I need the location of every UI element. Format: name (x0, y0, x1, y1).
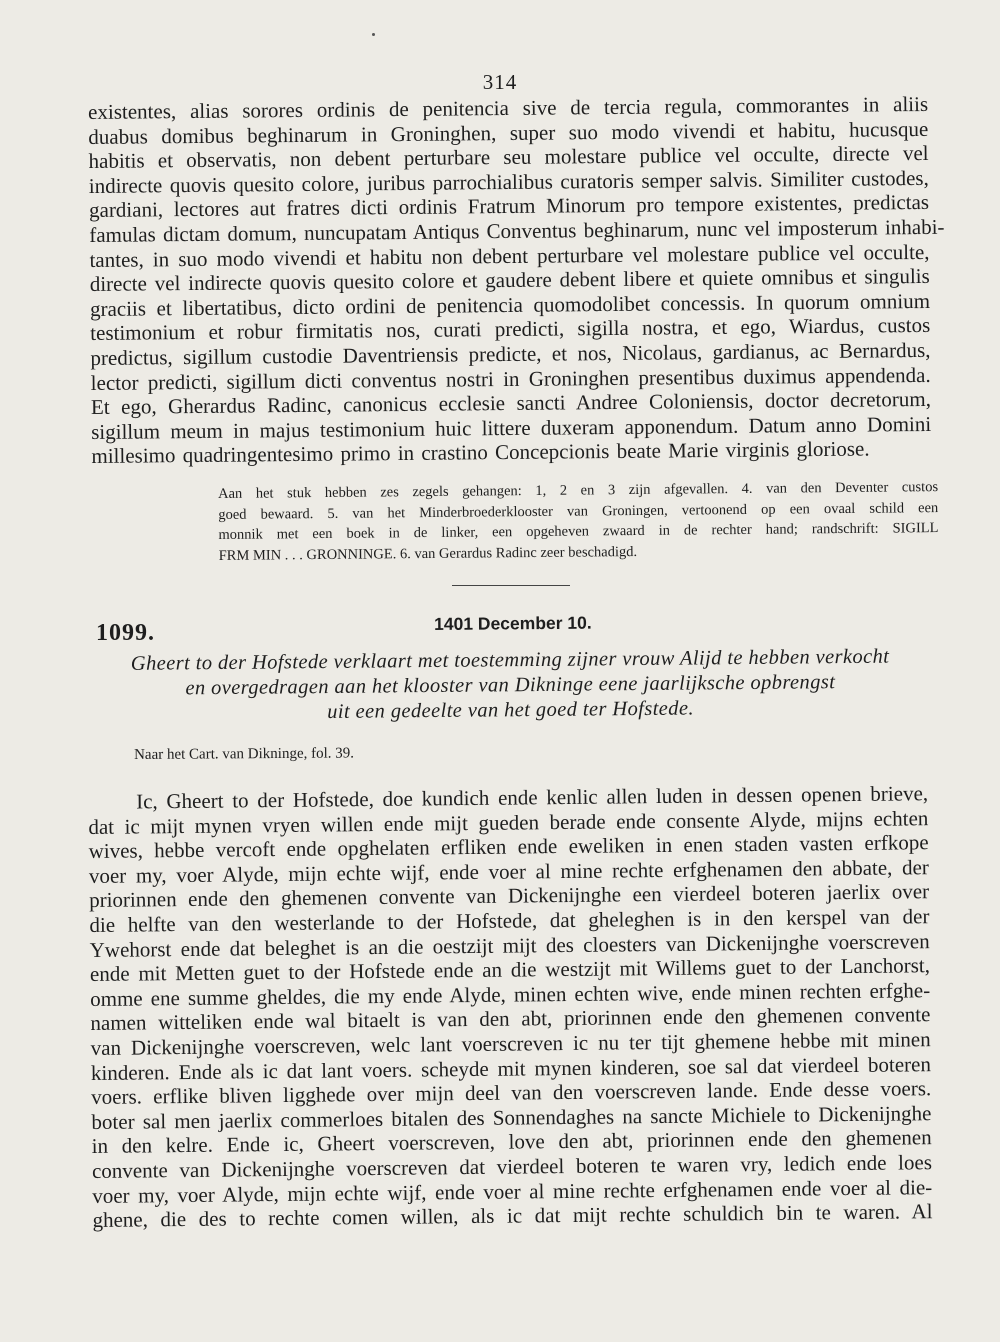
charter-number: 1099. (96, 620, 155, 646)
text-line: directe vel indirecte quovis quesito colore et gaudere debent libere et quiete omnibus et singulis (89, 264, 930, 297)
text-line: famulas dictam domum, nuncupatam Antiqus Conventus beghinarum, nunc vel imposterum inhabi- (89, 214, 945, 247)
text-line: indirecte quovis quesito colore, juribus parrochialibus curatoris semper salvis. Similiter custodes, (88, 165, 929, 198)
text-line: gardiani, lectores aut fratres dicti ordinis Fratrum Minorum pro tempore existentes, predictas (88, 190, 930, 223)
text-line: tantes, in suo modo vivendi et habitu non debent perturbare vel molestare publice vel occulte, (89, 239, 930, 272)
summary-line: uit een gedeelte van het goed ter Hofstede. (327, 697, 695, 724)
text-line: convente van Dickenijnghe voerscreven dat vierdeel boteren te waren vry, ledich ende loes (91, 1150, 933, 1183)
text-line: sigillum meum in majus testimonium huic littere duxeram apponendum. Datum anno Domini (91, 411, 932, 444)
text-line: habitis et observatis, non debent perturbare seu molestare publice vel occulte, directe vel (88, 141, 929, 174)
charter-text-continuation (88, 91, 945, 469)
note-line: Aan het stuk hebben zes zegels gehangen: 1, 2 en 3 zijn afgevallen. 4. van den Deventer custos (218, 479, 939, 502)
text-line: ende mit Metten guet to der Hofstede ende an die westzijt mit Willems guet to der Lanchorst, (89, 953, 931, 987)
text-line: priorinnen ende den ghemenen convente van Dickenijnghe een vierdeel boteren jaerlix over (89, 879, 930, 913)
charter-text (88, 781, 933, 1232)
summary-line: en overgedragen aan het klooster van Dikninge eene jaarlijksche opbrengst (185, 671, 836, 700)
text-line: kinderen. Ende als ic dat lant voers. scheyde mit mynen kinderen, soe sal dat vierdeel boteren (90, 1051, 932, 1085)
text-line: boter sal men jaerlix commerloes bitalen des Sonnendaghes na sancte Michiele to Dickenijnghe (91, 1100, 932, 1134)
text-line: Et ego, Gherardus Radinc, canonicus ecclesie sancti Andree Coloniensis, doctor decretorum, (90, 387, 932, 420)
text-line: duabus domibus beghinarum in Groninghen, super suo modo vivendi et habitu, hucusque (88, 116, 929, 149)
text-line: testimonium et robur firmitatis nos, curati predicti, sigilla nostra, et ego, Wiardus, custos (90, 313, 931, 346)
text-line: wives, hebbe vercoft ende opghelaten erfliken ende eweliken in enen staden vasten erfkope (88, 830, 929, 864)
text-line: in den kelre. Ende ic, Gheert voerscreven, love den abt, priorinnen ende den ghemenen (91, 1125, 932, 1159)
page-number: 314 (482, 70, 518, 94)
text-line: voer my, voer Alyde, mijn echte wijf, ende voer al mine rechte erfghenamen ende voer al die- (92, 1174, 933, 1208)
text-line: die helfte van den westerlande to der Hofstede, dat gheleghen is in den kerspel van der (89, 904, 930, 937)
text-line: dat ic mijt mynen vryen willen ende mijt gueden berade ende consente Alyde, mijns echten (88, 805, 929, 839)
charter-date: 1401 December 10. (434, 612, 592, 634)
text-line: Ywehorst ende dat beleghet is an die oestzijt mijt des cloesters van Dickenijnghe voerscreven (89, 928, 930, 962)
text-line: ghene, die des to rechte comen willen, als ic dat mijt rechte schuldich bin te waren. Al (92, 1199, 933, 1233)
section-divider (452, 585, 570, 586)
text-line: van Dickenijnghe voerscreven, welc lant voerscreven ic nu ter tijt ghemene hebbe mit minen (90, 1027, 931, 1060)
seal-note (218, 477, 939, 566)
charter-summary (120, 645, 901, 727)
note-line: monnik met een boek in de linker, een opgeheven zwaard in de rechter hand; randschrift: SIGILL (218, 520, 939, 543)
text-line: existentes, alias sorores ordinis de penitencia sive de tercia regula, commorantes in aliis (88, 91, 929, 124)
text-line: graciis et libertatibus, dicto ordini de penitencia quomodolibet concessis. In quorum omnium (89, 288, 931, 321)
text-line: predictus, sigillum custodie Daventriensis predicte, et nos, Nicolaus, gardianus, ac Bernardus, (90, 337, 931, 370)
text-line: namen witteliken ende wal bitaelt is van den abt, priorinnen ende den ghemenen convente (90, 1002, 931, 1036)
text-line: voers. erflike bliven ligghede over mijn deel van den voerscreven lande. Ende desse voers. (91, 1076, 932, 1110)
note-line: goed bewaard. 5. van het Minderbroederklooster van Groningen, vertoonend op een ovaal schild een (218, 499, 939, 523)
text-line: voer my, voer Alyde, mijn echte wijf, ende voer al mine rechte erfghenamen den abbate, der (88, 854, 929, 888)
text-line: Ic, Gheert to der Hofstede, doe kundich ende kenlic allen luden in dessen openen brieve, (135, 781, 929, 814)
text-line: lector predicti, sigillum dicti conventus nostri in Groninghen presentibus duximus appendenda. (90, 362, 931, 395)
source-reference: Naar het Cart. van Dikninge, fol. 39. (134, 745, 355, 763)
note-line: FRM MIN . . . GRONNINGE. 6. van Gerardus Radinc zeer beschadigd. (218, 543, 638, 564)
text-line: omme ene summe gheldes, die my ende Alyde, minen echten wive, ende minen rechten erfghe- (90, 977, 931, 1011)
ink-speck (372, 33, 375, 36)
summary-line: Gheert to der Hofstede verklaart met toestemming zijner vrouw Alijd te hebben verkocht (130, 645, 890, 675)
text-line: millesimo quadringentesimo primo in crastino Concepcionis beate Marie virginis gloriose. (91, 436, 870, 469)
